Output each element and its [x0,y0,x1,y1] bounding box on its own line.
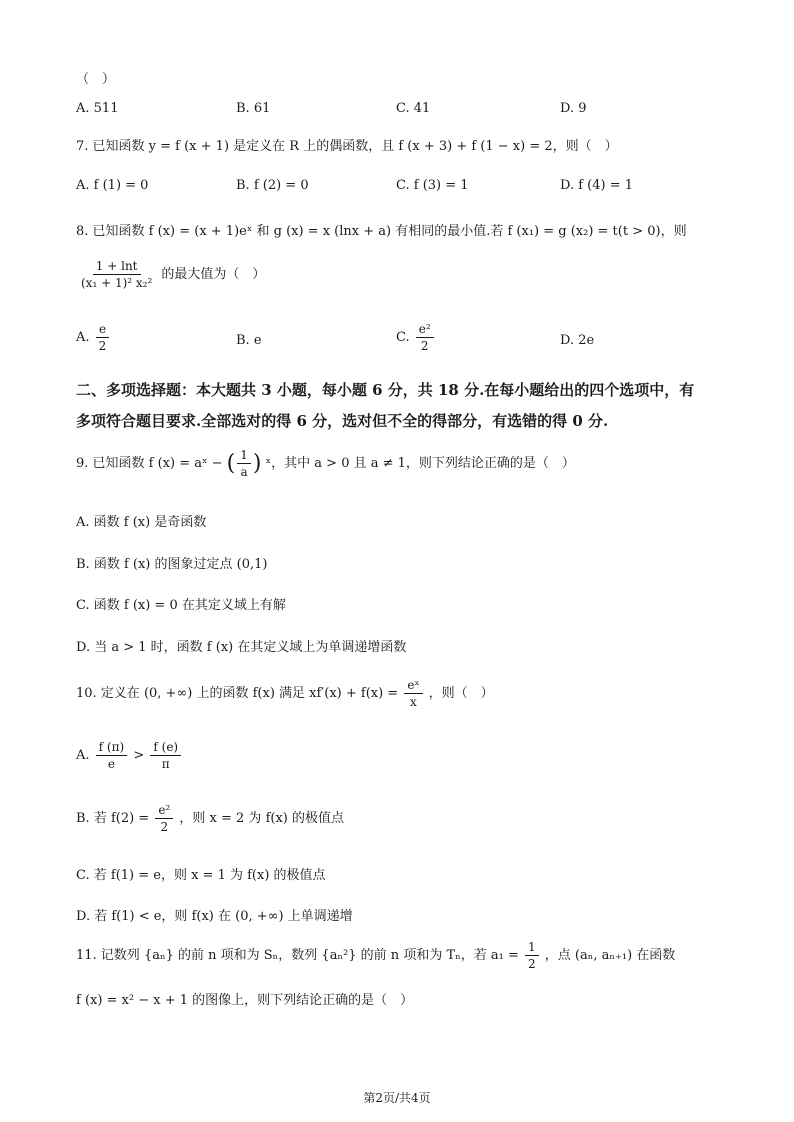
q10-option-c: C. 若 f(1) = e，则 x = 1 为 f(x) 的极值点 [76,868,326,883]
page-footer: 第2页/共4页 [363,1091,431,1105]
q9-stem-fraction [237,448,251,479]
q10-option-a-numerator-1: f (π) [96,740,128,756]
question-10-stem [76,678,494,709]
q10-stem-denominator: x [410,695,417,709]
q10-option-a-operator: > [133,748,145,763]
q8-option-a [76,322,111,353]
q10-stem-suffix: ，则（ ） [428,686,494,701]
q8-option-d: D. 2e [560,333,595,348]
q6-option-a: A. 511 [76,101,119,116]
question-8-stem: 8. 已知函数 f (x) = (x + 1)eˣ 和 g (x) = x (lnx + a) 有相同的最小值.若 f (x₁) = g (x₂) = t(t > 0)，则 [76,224,687,239]
q10-stem-prefix: 10. 定义在 (0, +∞) 上的函数 f(x) 满足 xf′(x) + f(x) = [76,686,399,701]
q11-fraction [525,940,539,971]
q8-option-a-label: A. [76,330,90,345]
q8-option-a-numerator: e [96,322,109,338]
q8-option-c-label: C. [396,330,410,345]
q6-option-d: D. 9 [560,101,587,116]
q10-option-b-suffix: ，则 x = 2 为 f(x) 的极值点 [179,811,344,826]
question-7-stem: 7. 已知函数 y = f (x + 1) 是定义在 R 上的偶函数，且 f (x + 3) + f (1 − x) = 2，则（ ） [76,139,618,154]
question-6-paren: （ ） [76,72,116,87]
question-11-line-2: f (x) = x² − x + 1 的图像上，则下列结论正确的是（ ） [76,993,414,1008]
q8-option-c-denominator: 2 [420,339,429,353]
section-2-heading-line-2: 多项符合题目要求.全部选对的得 6 分，选对但不全的得部分，有选错的得 0 分. [76,412,609,430]
q9-option-a: A. 函数 f (x) 是奇函数 [76,515,207,530]
q10-option-a-numerator-2: f (e) [150,740,181,756]
q11-denominator: 2 [528,957,536,971]
q8-option-a-denominator: 2 [98,339,107,353]
q10-option-a-fraction-2 [150,740,181,771]
q9-stem-suffix: ˣ，其中 a > 0 且 a ≠ 1，则下列结论正确的是（ ） [265,456,575,471]
q8-option-b: B. e [236,333,262,348]
q10-option-b-fraction [155,803,173,834]
q10-stem-fraction [404,678,422,709]
q10-option-d: D. 若 f(1) < e，则 f(x) 在 (0, +∞) 上单调递增 [76,909,353,924]
q6-option-c: C. 41 [396,101,431,116]
q8-option-c-numerator: e² [416,322,434,338]
q6-option-b: B. 61 [236,101,271,116]
q8-option-a-fraction [96,322,110,353]
q8-option-c-fraction [416,322,434,353]
q10-stem-numerator: eˣ [404,678,422,694]
question-8-fraction-line [76,259,265,290]
q9-option-c: C. 函数 f (x) = 0 在其定义域上有解 [76,598,286,613]
q7-option-b: B. f (2) = 0 [236,178,309,193]
q8-fraction-tail: 的最大值为（ ） [161,267,266,282]
q9-stem-numerator: 1 [237,448,251,464]
q8-option-c [396,322,436,353]
q10-option-b [76,803,344,834]
q11-numerator: 1 [525,940,539,956]
q10-option-b-prefix: B. 若 f(2) = [76,811,150,826]
question-9-stem: 9. 已知函数 f (x) = aˣ − ( $\frac{1}{a}$ ) ˣ，其中 a > 0 且 a ≠ 1，则下列结论正确的是（ ） [76,448,575,479]
question-11-line-1 [76,940,675,971]
q10-option-a [76,740,183,771]
q10-option-a-denominator-2: π [161,757,170,771]
q11-line-1-suffix: ，点 (aₙ, aₙ₊₁) 在函数 [544,948,676,963]
q7-option-a: A. f (1) = 0 [76,178,149,193]
section-2-heading-line-1: 二、多项选择题：本大题共 3 小题，每小题 6 分，共 18 分.在每小题给出的四个选项中，有 [76,381,695,399]
q8-fraction [78,259,155,290]
q10-option-a-fraction-1 [96,740,128,771]
q11-line-1-prefix: 11. 记数列 {aₙ} 的前 n 项和为 Sₙ，数列 {aₙ²} 的前 n 项和为 Tₙ，若 a₁ = [76,948,519,963]
q10-option-b-numerator: e² [155,803,173,819]
q9-option-d: D. 当 a > 1 时，函数 f (x) 在其定义域上为单调递增函数 [76,640,407,655]
q10-option-b-denominator: 2 [160,820,169,834]
q8-fraction-denominator: (x₁ + 1)² x₂² [81,276,153,290]
q9-stem-denominator: a [240,465,248,479]
q8-fraction-numerator: 1 + lnt [93,259,141,275]
q7-option-d: D. f (4) = 1 [560,178,634,193]
q9-option-b: B. 函数 f (x) 的图象过定点 (0,1) [76,557,268,572]
q7-option-c: C. f (3) = 1 [396,178,469,193]
q9-stem-prefix: 9. 已知函数 f (x) = aˣ − [76,456,223,471]
q10-option-a-denominator-1: e [107,757,115,771]
q10-option-a-label: A. [76,748,90,763]
